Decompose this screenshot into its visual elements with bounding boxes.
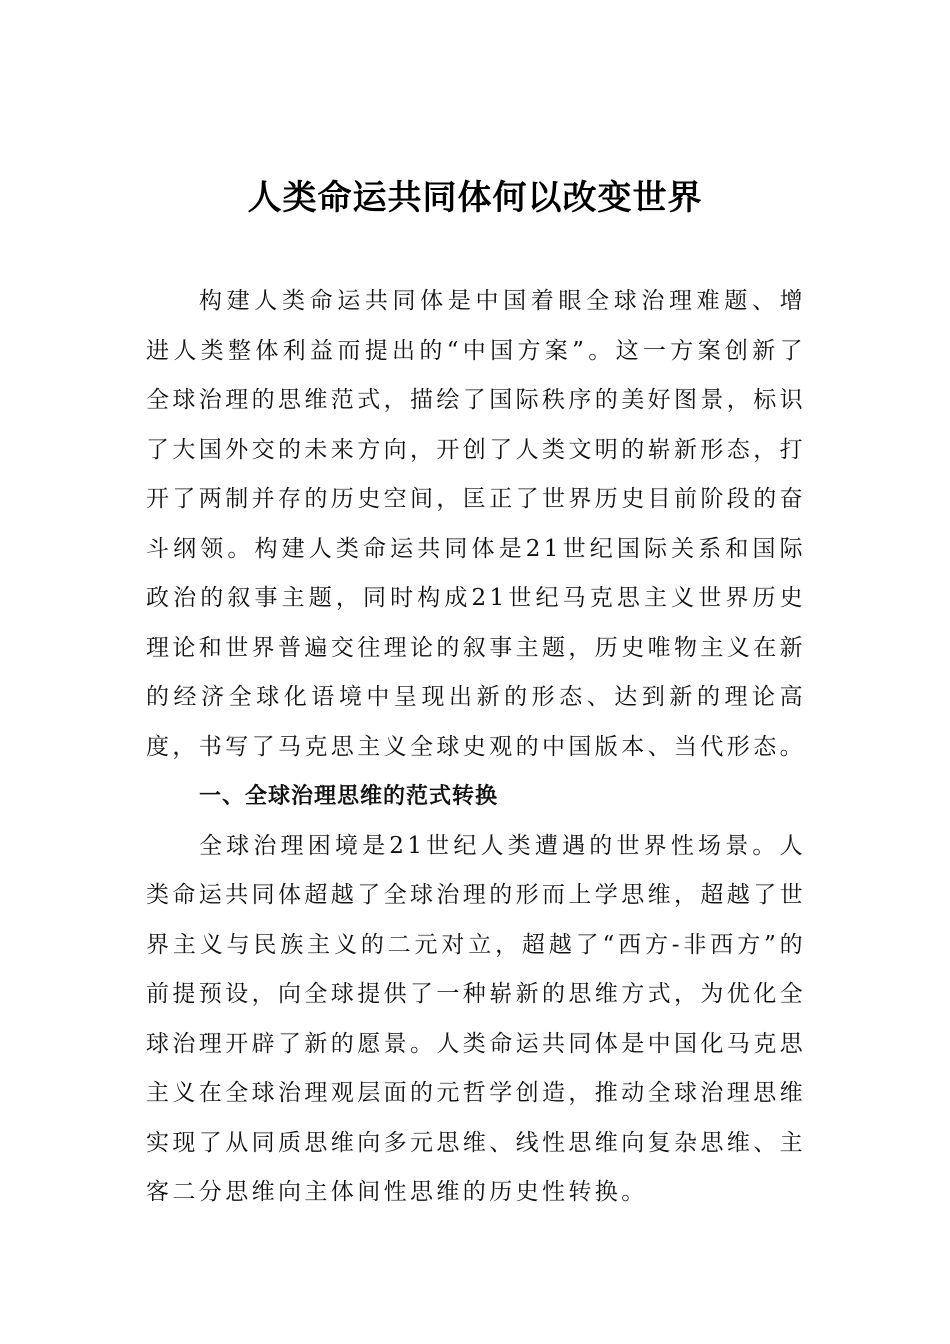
document-title: 人类命运共同体何以改变世界	[247, 178, 703, 218]
intro-paragraph: 构建人类命运共同体是中国着眼全球治理难题、增进人类整体利益而提出的“中国方案”。这一方案创新了全球治理的思维范式，描绘了国际秩序的美好图景，标识了大国外交的未来方向，开创了人类文明的崭新形态，打开了两制并存的历史空间，匡正了世界历史目前阶段的奋斗纲领。构建人类命运共同体是21世纪国际关系和国际政治的叙事主题，同时构成21世纪马克思主义世界历史理论和世界普遍交往理论的叙事主题，历史唯物主义在新的经济全球化语境中呈现出新的形态、达到新的理论高度，书写了马克思主义全球史观的中国版本、当代形态。	[146, 288, 806, 760]
section-paragraph: 全球治理困境是21世纪人类遭遇的世界性场景。人类命运共同体超越了全球治理的形而上学思维，超越了世界主义与民族主义的二元对立，超越了“西方-非西方”的前提预设，向全球提供了一种崭新的思维方式，为优化全球治理开辟了新的愿景。人类命运共同体是中国化马克思主义在全球治理观层面的元哲学创造，推动全球治理思维实现了从同质思维向多元思维、线性思维向复杂思维、主客二分思维向主体间性思维的历史性转换。	[146, 832, 806, 1205]
document-body	[146, 277, 806, 1218]
section-heading: 一、全球治理思维的范式转换	[199, 784, 499, 809]
